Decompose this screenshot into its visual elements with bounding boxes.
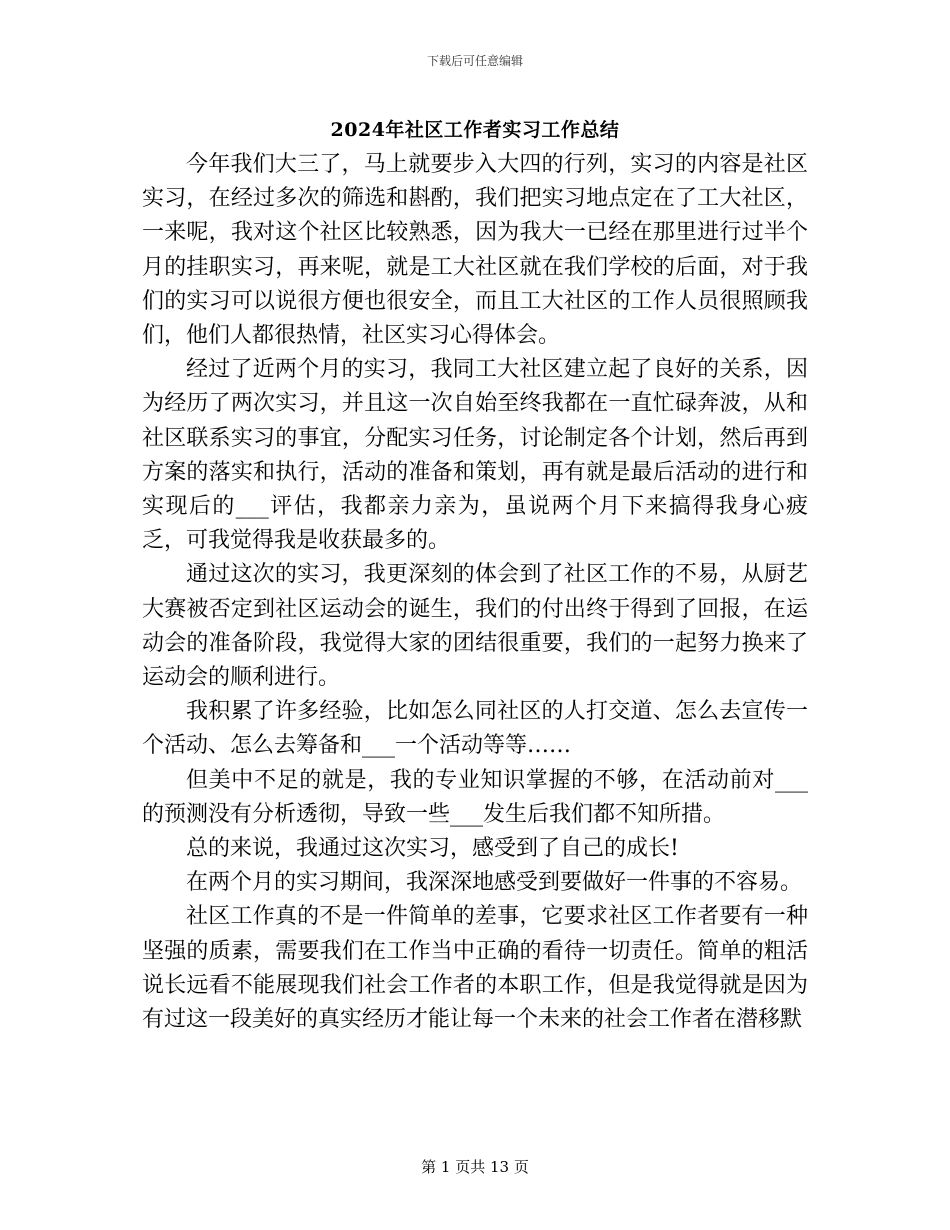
paragraph: 通过这次的实习，我更深刻的体会到了社区工作的不易，从厨艺大赛被否定到社区运动会的诞生，我们的付出终于得到了回报，在运动会的准备阶段，我觉得大家的团结很重要，我们的一起努力换来了运动会的顺利进行。 — [142, 562, 808, 691]
paragraph: 总的来说，我通过这次实习，感受到了自己的成长! — [186, 836, 679, 862]
document-body — [142, 148, 808, 1037]
paragraph: 社区工作真的不是一件简单的差事，它要求社区工作者要有一种坚强的质素，需要我们在工作当中正确的看待一切责任。简单的粗活说长远看不能展现我们社会工作者的本职工作，但是我觉得就是因为有过这一段美好的真实经历才能让每一个未来的社会工作者在潜移默 — [142, 904, 808, 1033]
paragraph: 今年我们大三了，马上就要步入大四的行列，实习的内容是社区实习，在经过多次的筛选和斟酌，我们把实习地点定在了工大社区，一来呢，我对这个社区比较熟悉，因为我大一已经在那里进行过半个月的挂职实习，再来呢，就是工大社区就在我们学校的后面，对于我们的实习可以说很方便也很安全，而且工大社区的工作人员很照顾我们，他们人都很热情，社区实习心得体会。 — [142, 152, 808, 349]
paragraph: 在两个月的实习期间，我深深地感受到要做好一件事的不容易。 — [186, 870, 803, 896]
page-number-footer: 第 1 页共 13 页 — [421, 1158, 529, 1176]
document-title: 2024年社区工作者实习工作总结 — [330, 119, 620, 141]
page-header-note: 下载后可任意编辑 — [426, 54, 523, 68]
paragraph: 但美中不足的就是，我的专业知识掌握的不够，在活动前对___的预测没有分析透彻，导致一些___发生后我们都不知所措。 — [142, 767, 808, 827]
paragraph: 我积累了许多经验，比如怎么同社区的人打交道、怎么去宣传一个活动、怎么去筹备和___一个活动等等…… — [142, 699, 808, 759]
paragraph: 经过了近两个月的实习，我同工大社区建立起了良好的关系，因为经历了两次实习，并且这一次自始至终我都在一直忙碌奔波，从和社区联系实习的事宜，分配实习任务，讨论制定各个计划，然后再到方案的落实和执行，活动的准备和策划，再有就是最后活动的进行和实现后的___评估，我都亲力亲为，虽说两个月下来搞得我身心疲乏，可我觉得我是收获最多的。 — [142, 357, 808, 554]
